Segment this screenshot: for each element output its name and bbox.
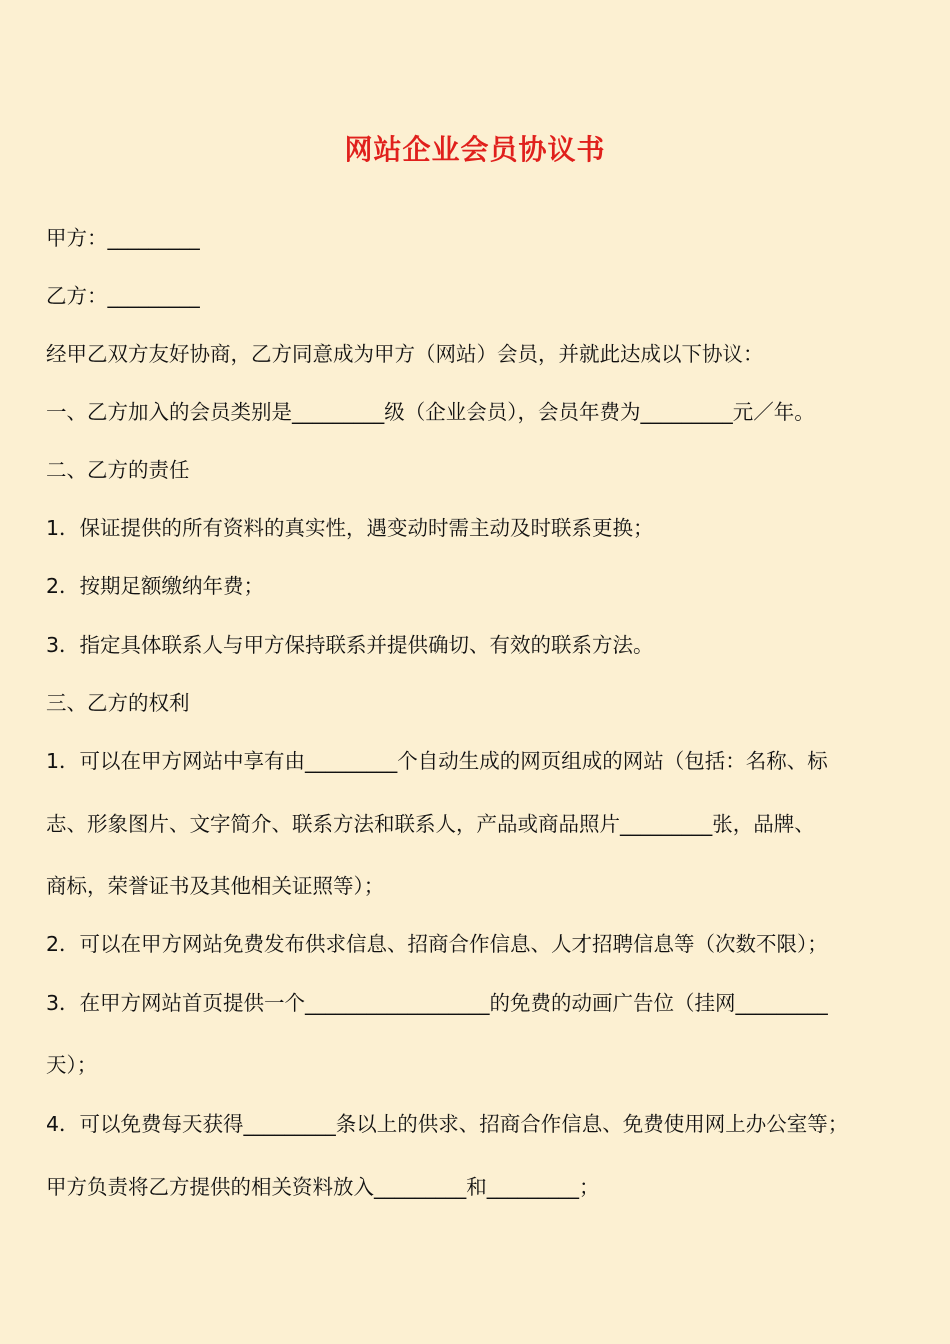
- section-3-heading: 三、乙方的权利: [46, 691, 190, 715]
- party-a-duty-line: 甲方负责将乙方提供的相关资料放入_________和_________；: [46, 1175, 600, 1199]
- right-item-1-line-1: 1．可以在甲方网站中享有由_________个自动生成的网页组成的网站（包括：名称、标: [46, 749, 828, 773]
- right-item-3-line-2: 天）；: [46, 1053, 98, 1077]
- right-item-2: 2．可以在甲方网站免费发布供求信息、招商合作信息、人才招聘信息等（次数不限）；: [46, 932, 828, 956]
- clause-1-membership: 一、乙方加入的会员类别是_________级（企业会员），会员年费为_________元／年。: [46, 400, 815, 424]
- right-item-4: 4．可以免费每天获得_________条以上的供求、招商合作信息、免费使用网上办公室等；: [46, 1112, 849, 1136]
- party-b-line: 乙方：_________: [46, 284, 200, 308]
- document-title: 网站企业会员协议书: [344, 133, 606, 166]
- right-item-1-line-2: 志、形象图片、文字简介、联系方法和联系人，产品或商品照片_________张，品牌、: [46, 812, 815, 836]
- right-item-3-line-1: 3．在甲方网站首页提供一个__________________的免费的动画广告位（挂网_________: [46, 991, 828, 1015]
- section-2-heading: 二、乙方的责任: [46, 458, 190, 482]
- right-item-1-line-3: 商标，荣誉证书及其他相关证照等）；: [46, 874, 385, 898]
- intro-paragraph: 经甲乙双方友好协商，乙方同意成为甲方（网站）会员，并就此达成以下协议：: [46, 342, 764, 366]
- duty-item-2: 2．按期足额缴纳年费；: [46, 574, 265, 598]
- duty-item-3: 3．指定具体联系人与甲方保持联系并提供确切、有效的联系方法。: [46, 633, 654, 657]
- duty-item-1: 1．保证提供的所有资料的真实性，遇变动时需主动及时联系更换；: [46, 516, 654, 540]
- party-a-line: 甲方：_________: [46, 226, 200, 250]
